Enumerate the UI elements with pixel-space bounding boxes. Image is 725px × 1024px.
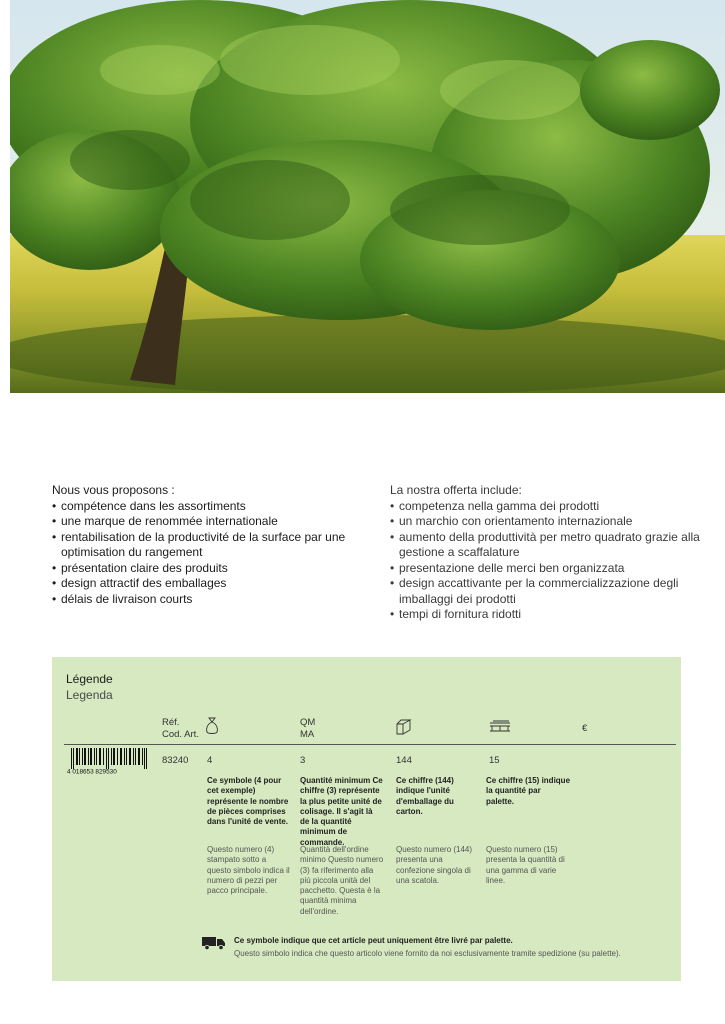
barcode-digits: 4 018653 829530 [67, 768, 117, 774]
offer-item-it: • tempi di fornitura ridotti [390, 607, 710, 623]
ref-value: 83240 [162, 755, 189, 766]
legend-subtitle: Legenda [66, 688, 113, 702]
carton-desc-it: Questo numero (144) presenta una confezione singola di una scatola. [396, 845, 473, 885]
offer-item-it: • aumento della produttività per metro quadrato grazie alla gestione a scaffalature [390, 530, 710, 561]
offer-item-fr: • design attractif des emballages [52, 576, 352, 592]
bag-icon [205, 717, 219, 735]
barcode [67, 748, 151, 774]
offer-item-fr: • une marque de renommée internationale [52, 514, 352, 530]
min-qty-value: 3 [300, 755, 306, 766]
pieces-value: 4 [207, 755, 213, 766]
truck-icon [202, 936, 226, 950]
offer-item-it: • competenza nella gamma dei prodotti [390, 499, 710, 515]
offer-item-fr: • rentabilisation de la productivité de la surface par une optimisation du rangement [52, 530, 352, 561]
offer-heading-fr: Nous vous proposons : [52, 483, 175, 497]
qm-ma-header: QM MA [300, 717, 316, 740]
box-icon [395, 719, 413, 735]
pallet-icon [489, 720, 511, 732]
offer-item-it: • un marchio con orientamento internazionale [390, 514, 710, 530]
carton-desc-fr: Ce chiffre (144) indique l'unité d'emballage du carton. [396, 776, 454, 816]
legend-divider [64, 744, 676, 745]
offer-item-it: • presentazione delle merci ben organizzata [390, 561, 710, 577]
min-qty-desc-it: Quantità dell'ordine minimo Questo numero (3) fa riferimento alla più piccola unità del pacchetto. Questa è la quantità minima dell'ordine. [300, 845, 384, 916]
pieces-desc-fr: Ce symbole (4 pour cet exemple) représente le nombre de pièces comprises dans l'unité de vente. [207, 776, 289, 827]
pallet-desc-fr: Ce chiffre (15) indique la quantité par palette. [486, 776, 571, 806]
truck-note-it: Questo simbolo indica che questo articolo viene fornito da noi esclusivamente tramite spedizione (su palette). [234, 949, 621, 958]
offer-list-italian [390, 483, 710, 623]
currency-header: € [582, 723, 588, 734]
legend-title: Légende [66, 672, 113, 686]
legend-box [52, 657, 681, 981]
pallet-desc-it: Questo numero (15) presenta la quantità di una gamma di varie linee. [486, 845, 565, 885]
min-qty-desc-fr: Quantité minimum Ce chiffre (3) représente la plus petite unité de colisage. Il s'agit là de la quantité minimum de commande. [300, 776, 383, 847]
carton-value: 144 [396, 755, 412, 766]
pieces-desc-it: Questo numero (4) stampato sotto a questo simbolo indica il numero di pezzi per pacco principale. [207, 845, 290, 896]
offer-heading-it: La nostra offerta include: [390, 483, 522, 497]
hero-photo-tree [10, 0, 725, 393]
offer-list-french [52, 483, 352, 607]
offer-item-fr: • délais de livraison courts [52, 592, 352, 608]
truck-note-fr: Ce symbole indique que cet article peut uniquement être livré par palette. [234, 936, 513, 945]
offer-item-fr: • compétence dans les assortiments [52, 499, 352, 515]
offer-item-fr: • présentation claire des produits [52, 561, 352, 577]
offer-item-it: • design accattivante per la commercializzazione degli imballaggi dei prodotti [390, 576, 710, 607]
pallet-value: 15 [489, 755, 500, 766]
ref-header: Réf. Cod. Art. [162, 717, 199, 740]
